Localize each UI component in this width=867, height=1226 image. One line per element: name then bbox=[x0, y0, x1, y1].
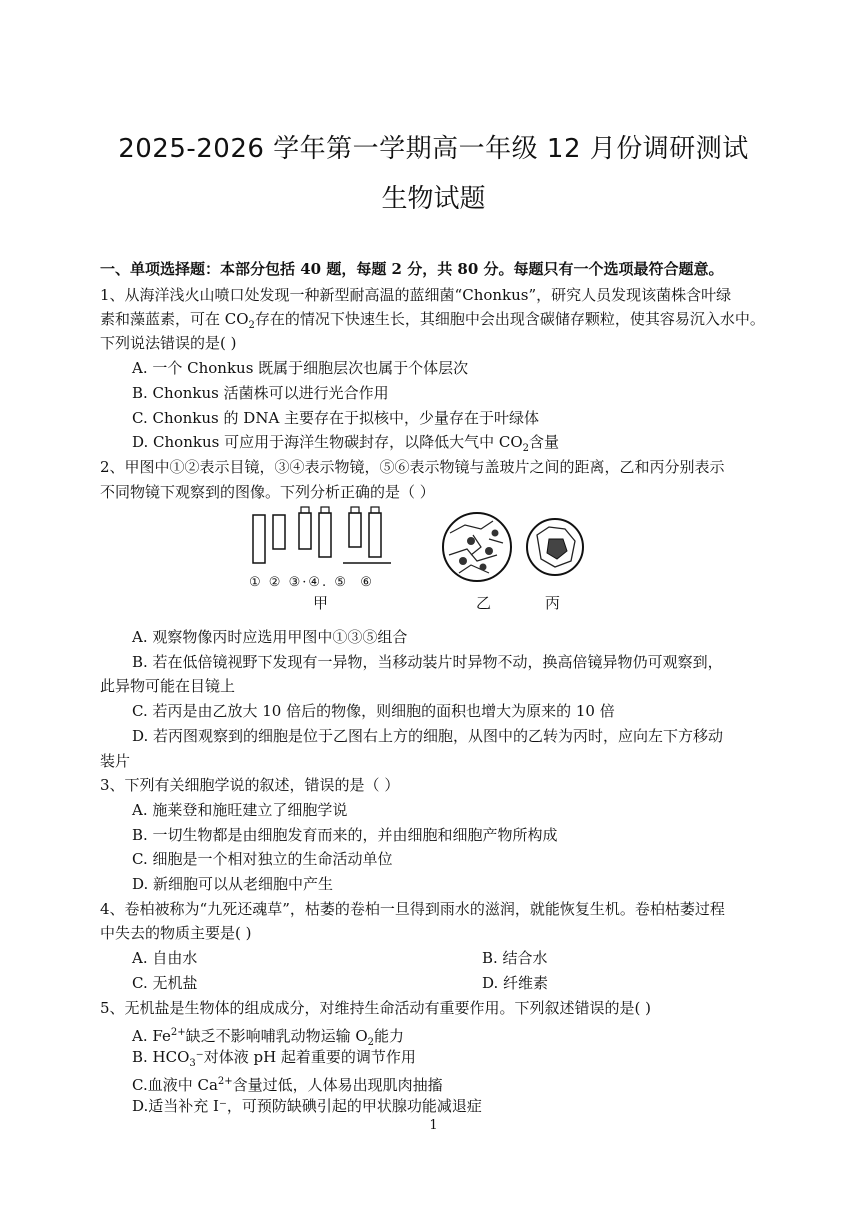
q5-option-b: B. $HCO_3^-$对体液 pH 起着重要的调节作用 bbox=[132, 1048, 416, 1069]
q2-option-d-line1: D. 若丙图观察到的细胞是位于乙图右上方的细胞，从图中的乙转为丙时，应向左下方移动 bbox=[132, 727, 724, 745]
q1-stem-line3: 下列说法错误的是( ) bbox=[100, 334, 237, 352]
q3-option-b: B. 一切生物都是由细胞发育而来的，并由细胞和细胞产物所构成 bbox=[132, 826, 558, 844]
objective-distance-a-icon bbox=[349, 513, 361, 547]
q2-figure bbox=[245, 505, 585, 619]
eyepiece-long-icon bbox=[253, 515, 265, 563]
q2-option-b-line2: 此异物可能在目镜上 bbox=[100, 677, 236, 695]
section-header: 一、单项选择题：本部分包括 40 题，每题 2 分，共 80 分。每题只有一个选项最符合题意。 bbox=[100, 260, 724, 278]
q5-option-a: A. $Fe^{2+}$缺乏不影响哺乳动物运输 $O_2$能力 bbox=[132, 1027, 405, 1048]
q2-stem-line1: 2、甲图中①②表示目镜，③④表示物镜，⑤⑥表示物镜与盖玻片之间的距离，乙和丙分别表示 bbox=[100, 458, 725, 476]
q4-option-b: B. 结合水 bbox=[482, 949, 548, 967]
q4-option-a: A. 自由水 bbox=[132, 949, 198, 967]
q4-stem-line2: 中失去的物质主要是( ) bbox=[100, 924, 252, 942]
q2-option-c: C. 若丙是由乙放大 10 倍后的物像，则细胞的面积也增大为原来的 10 倍 bbox=[132, 702, 615, 720]
q4-option-d: D. 纤维素 bbox=[482, 974, 549, 992]
eyepiece-short-icon bbox=[273, 515, 285, 549]
q1-option-a: A. 一个 Chonkus 既属于细胞层次也属于个体层次 bbox=[132, 359, 469, 377]
q1-option-d: D. Chonkus 可应用于海洋生物碳封存，以降低大气中 $CO_2$含量 bbox=[132, 433, 560, 454]
q2-option-d-line2: 装片 bbox=[100, 752, 131, 770]
objective-long-icon bbox=[319, 513, 331, 557]
objective-distance-b-icon bbox=[369, 513, 381, 557]
q2-figure-bing: 丙 bbox=[545, 594, 561, 612]
microscope-lens-diagram bbox=[245, 505, 585, 615]
page-number: 1 bbox=[429, 1118, 438, 1133]
exam-title: 2025-2026 学年第一学期高一年级 12 月份调研测试 bbox=[118, 134, 749, 164]
q4-stem-line1: 4、卷柏被称为“九死还魂草”，枯萎的卷柏一旦得到雨水的滋润，就能恢复生机。卷柏枯萎过程 bbox=[100, 900, 725, 918]
objective-short-icon bbox=[299, 513, 311, 549]
q1-stem-line1: 1、从海洋浅火山喷口处发现一种新型耐高温的蓝细菌“Chonkus”，研究人员发现该菌株含叶绿 bbox=[100, 286, 732, 304]
q1-option-b: B. Chonkus 活菌株可以进行光合作用 bbox=[132, 384, 389, 402]
q2-stem-line2: 不同物镜下观察到的图像。下列分析正确的是（ ） bbox=[100, 483, 435, 501]
q1-stem-line2: 素和藻蓝素，可在 $CO_2$存在的情况下快速生长，其细胞中会出现含碳储存颗粒，使其容易沉入水中。 bbox=[100, 310, 765, 331]
q3-option-a: A. 施莱登和施旺建立了细胞学说 bbox=[132, 801, 348, 819]
q2-figure-jia: 甲 bbox=[313, 594, 329, 612]
q3-option-d: D. 新细胞可以从老细胞中产生 bbox=[132, 875, 334, 893]
q2-figure-yi: 乙 bbox=[476, 594, 492, 612]
q2-figure-number-labels: ① ② ③·④. ⑤ ⑥ bbox=[249, 575, 374, 590]
q4-option-c: C. 无机盐 bbox=[132, 974, 198, 992]
q2-option-b-line1: B. 若在低倍镜视野下发现有一异物，当移动装片时异物不动，换高倍镜异物仍可观察到， bbox=[132, 653, 723, 671]
q3-stem: 3、下列有关细胞学说的叙述，错误的是（ ） bbox=[100, 776, 400, 794]
q5-option-d: D.适当补充 I⁻，可预防缺碘引起的甲状腺功能减退症 bbox=[132, 1097, 482, 1115]
q2-option-a: A. 观察物像丙时应选用甲图中①③⑤组合 bbox=[132, 628, 408, 646]
q1-option-c: C. Chonkus 的 DNA 主要存在于拟核中，少量存在于叶绿体 bbox=[132, 409, 540, 427]
q5-stem: 5、无机盐是生物体的组成成分，对维持生命活动有重要作用。下列叙述错误的是( ) bbox=[100, 999, 652, 1017]
field-bing-icon bbox=[527, 519, 583, 575]
exam-subtitle: 生物试题 bbox=[381, 184, 486, 214]
q3-option-c: C. 细胞是一个相对独立的生命活动单位 bbox=[132, 850, 393, 868]
field-yi-icon bbox=[443, 513, 511, 581]
q5-option-c: C.血液中 $Ca^{2+}$含量过低，人体易出现肌肉抽搐 bbox=[132, 1076, 443, 1094]
